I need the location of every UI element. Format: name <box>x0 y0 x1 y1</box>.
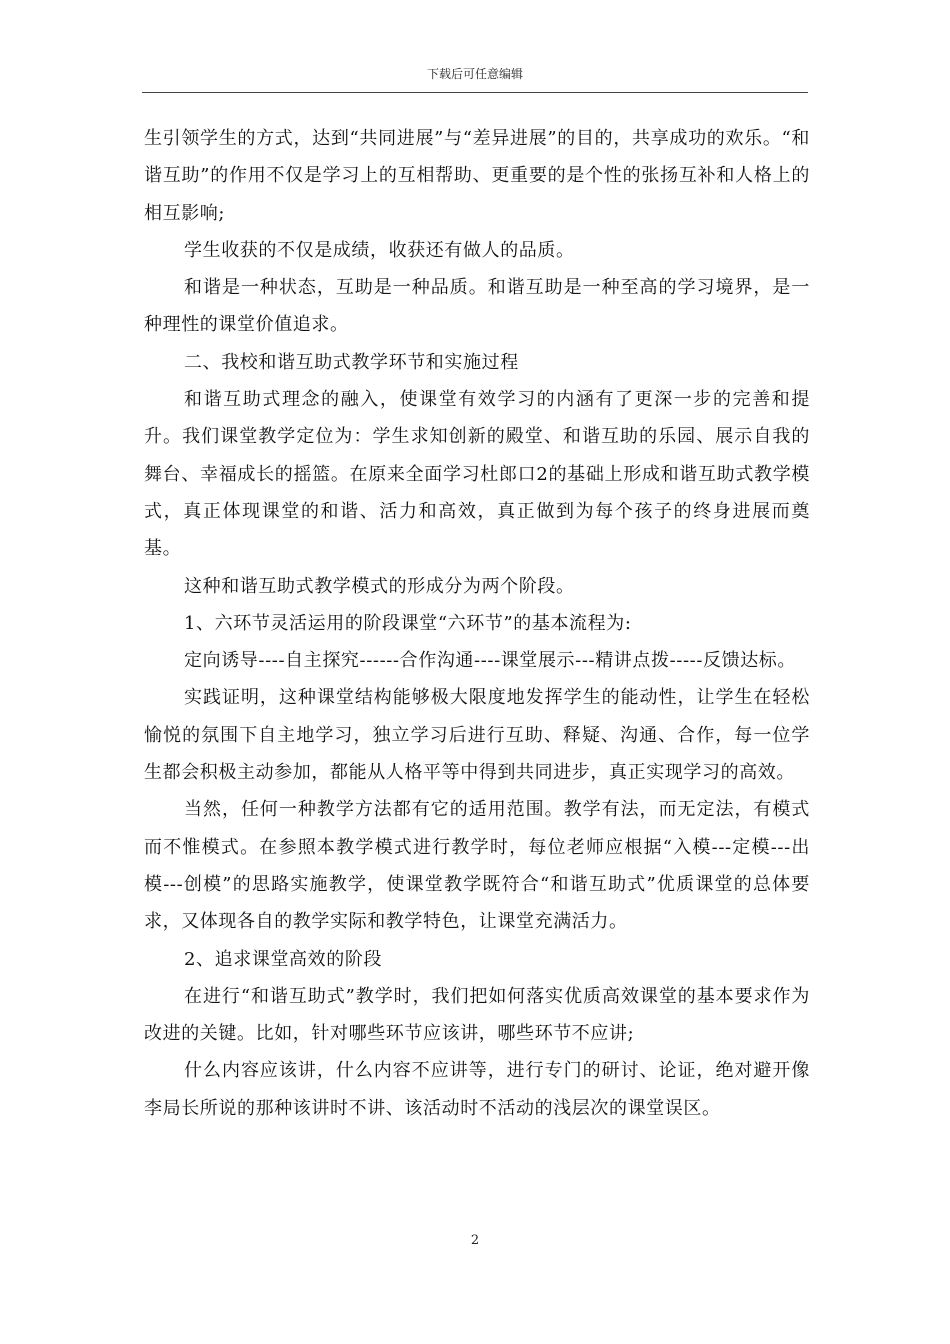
paragraph-13: 什么内容应该讲，什么内容不应讲等，进行专门的研讨、论证，绝对避开像李局长所说的那种该讲时不讲、该活动时不活动的浅层次的课堂误区。 <box>144 1060 810 1119</box>
paragraph-3: 和谐是一种状态，互助是一种品质。和谐互助是一种至高的学习境界，是一种理性的课堂价值追求。 <box>144 277 810 336</box>
paragraph-1: 生引领学生的方式，达到“共同进展”与“差异进展”的目的，共享成功的欢乐。“和谐互助”的作用不仅是学习上的互相帮助、更重要的是个性的张扬互补和人格上的相互影响; <box>144 128 810 224</box>
paragraph-10: 当然，任何一种教学方法都有它的适用范围。教学有法，而无定法，有模式而不惟模式。在参照本教学模式进行教学时，每位老师应根据“入模---定模---出模---创模”的思路实施教学，使课堂教学既符合“和谐互助式”优质课堂的总体要求，又体现各自的教学实际和教学特色，让课堂充满活力。 <box>144 799 810 933</box>
subheading-stage-2: 2、追求课堂高效的阶段 <box>184 948 383 970</box>
paragraph-12: 在进行“和谐互助式”教学时，我们把如何落实优质高效课堂的基本要求作为改进的关键。比如，针对哪些环节应该讲，哪些环节不应讲; <box>144 985 810 1045</box>
paragraph-6: 这种和谐互助式教学模式的形成分为两个阶段。 <box>184 575 575 597</box>
paragraph-9: 实践证明，这种课堂结构能够极大限度地发挥学生的能动性，让学生在轻松愉悦的氛围下自主地学习，独立学习后进行互助、释疑、沟通、合作，每一位学生都会积极主动参加，都能从人格平等中得到共同进步，真正实现学习的高效。 <box>144 687 810 784</box>
paragraph-2: 学生收获的不仅是成绩，收获还有做人的品质。 <box>184 239 575 261</box>
page-header: 下载后可任意编辑 <box>426 67 523 81</box>
section-heading-2: 二、我校和谐互助式教学环节和实施过程 <box>184 351 519 373</box>
header-divider <box>142 92 808 93</box>
subheading-stage-1: 1、六环节灵活运用的阶段课堂“六环节”的基本流程为: <box>184 612 632 634</box>
document-body <box>144 120 810 1127</box>
process-flow: 定向诱导----自主探究------合作沟通----课堂展示---精讲点拨-----反馈达标。 <box>184 650 797 672</box>
page-number: 2 <box>470 1233 480 1248</box>
paragraph-5: 和谐互助式理念的融入，使课堂有效学习的内涵有了更深一步的完善和提升。我们课堂教学定位为：学生求知创新的殿堂、和谐互助的乐园、展示自我的舞台、幸福成长的摇篮。在原来全面学习杜郎口2的基础上形成和谐互助式教学模式，真正体现课堂的和谐、活力和高效，真正做到为每个孩子的终身进展而奠基。 <box>144 389 810 560</box>
